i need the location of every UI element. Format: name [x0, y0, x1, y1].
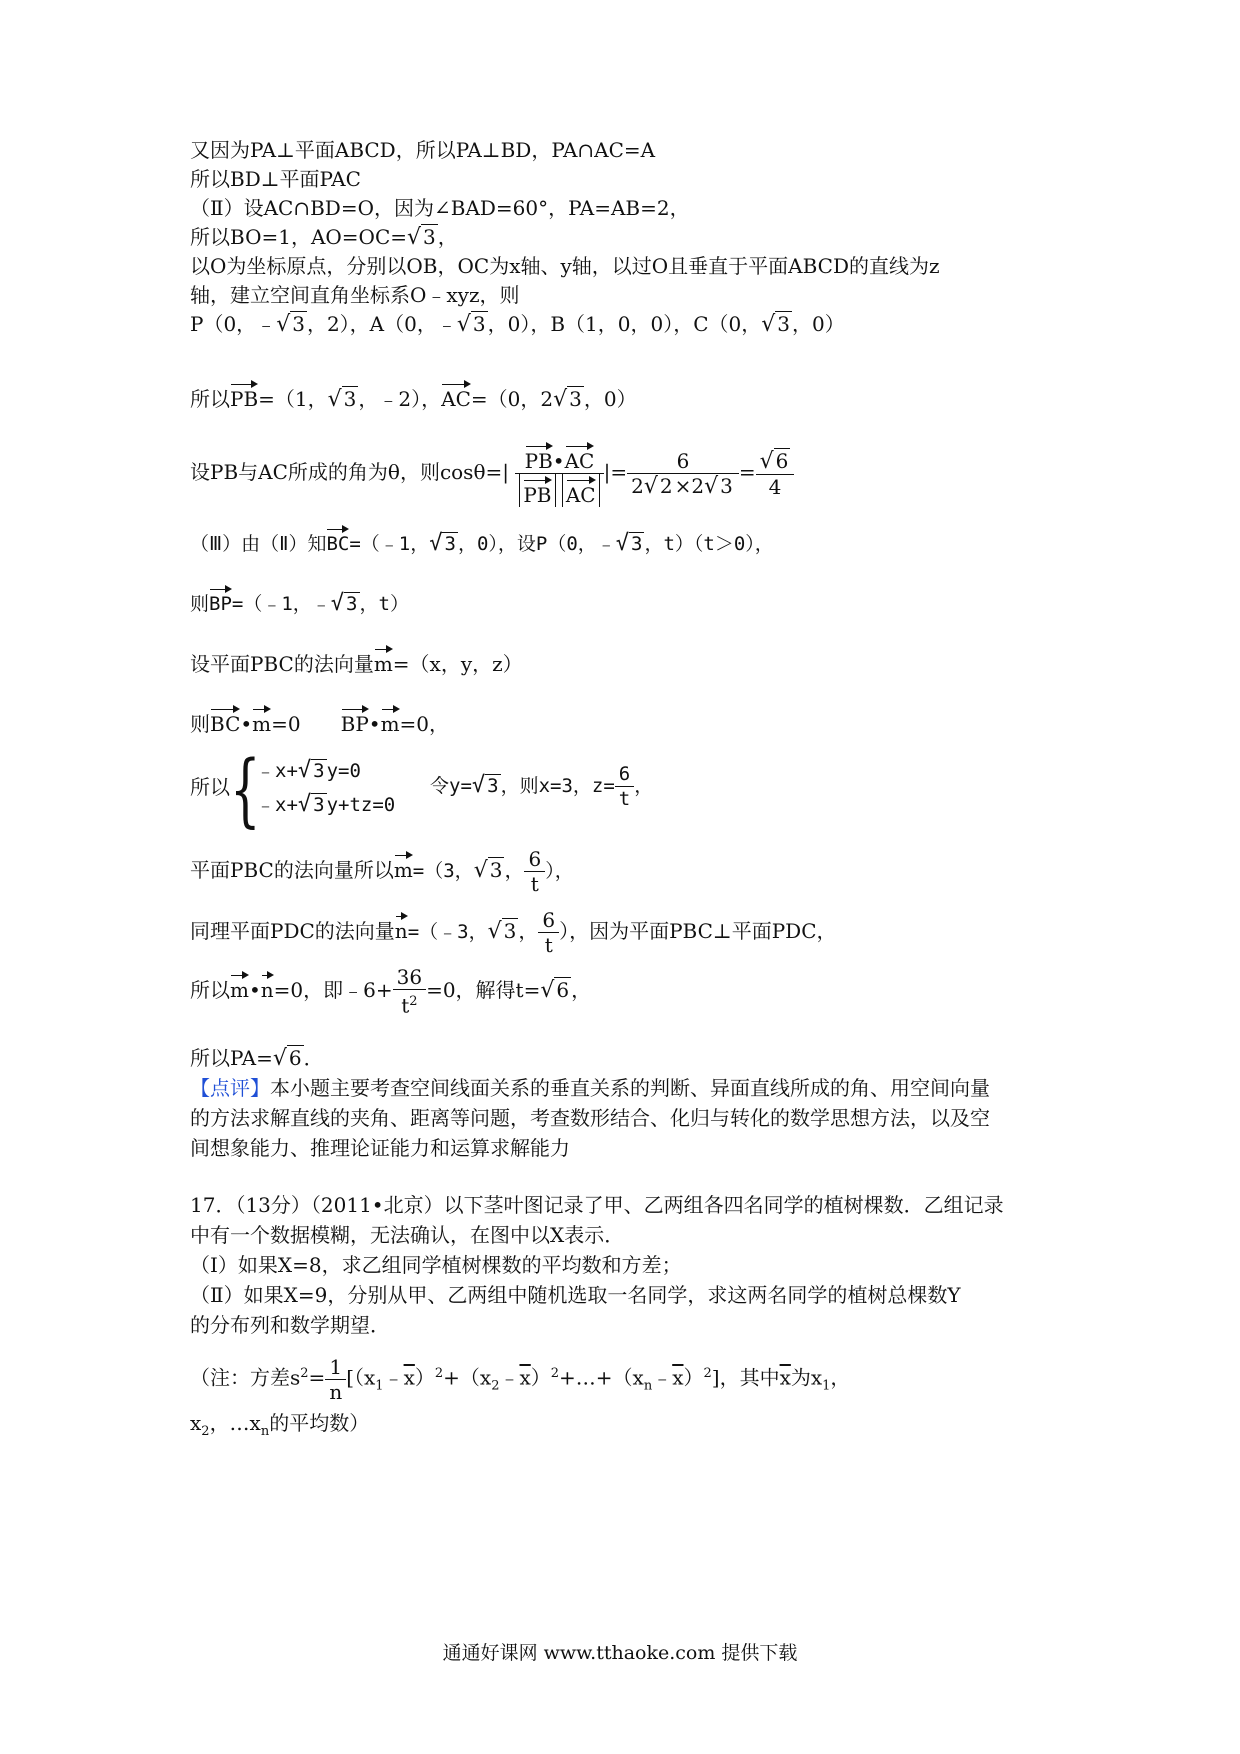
solution-line [190, 309, 845, 340]
text: ，0），B（1，0，0），C（0， [487, 312, 762, 336]
sqrt: √ 3 [407, 225, 436, 250]
vector-m: m [252, 703, 271, 735]
solution-line: 所以BD⊥平面PAC [190, 167, 361, 191]
vector-m: m [394, 849, 413, 881]
text: ，0），设P（0，﹣ [457, 533, 616, 555]
text: =（﹣1，﹣ [231, 593, 331, 615]
text: 所以BO=1，AO=OC= [190, 225, 408, 249]
text: =0， [399, 712, 450, 736]
page-footer: 通通好课网 www.tthaoke.com 提供下载 [442, 1642, 798, 1664]
text: 所以 [190, 775, 230, 799]
text: ， [518, 919, 539, 943]
solution-line [190, 962, 591, 1019]
solution-line [190, 440, 794, 507]
text: ，0） [792, 312, 845, 336]
text: 则 [190, 593, 210, 615]
solution-line [190, 583, 409, 619]
solution-line [190, 643, 523, 679]
text: （Ⅲ）由（Ⅱ）知 [190, 533, 327, 555]
solution-line: 又因为PA⊥平面ABCD，所以PA⊥BD，PA∩AC=A [190, 138, 656, 162]
solution-line [190, 842, 574, 899]
text: ）， [545, 860, 574, 882]
text: ，﹣2）， [358, 387, 442, 411]
text: ， [437, 225, 458, 249]
text: P（0，﹣ [190, 312, 277, 336]
vector-pb: PB [230, 378, 258, 410]
text: ， [504, 858, 525, 882]
text: = [738, 460, 756, 484]
fraction-result: $\frac{√ 6}{4}$ [756, 449, 795, 499]
left-brace-icon: { [230, 743, 261, 836]
solution-line [190, 703, 449, 739]
text: 所以 [190, 978, 230, 1002]
text: =（3， [412, 860, 474, 882]
text: 平面PBC的法向量所以 [190, 858, 394, 882]
problem-line: 17．（13分）（2011•北京）以下茎叶图记录了甲、乙两组各四名同学的植树棵数．乙组记录 [190, 1193, 1004, 1217]
vector-m: m [230, 969, 249, 1001]
text: • [240, 712, 253, 736]
vector-bc: BC [326, 523, 349, 555]
text: =0，即﹣6+ [273, 978, 393, 1002]
fraction: $\frac{6}{t}$ [524, 847, 545, 896]
text: =（1， [258, 387, 328, 411]
text: 同理平面PDC的法向量 [190, 919, 395, 943]
fraction: $\frac{36}{t^2}$ [393, 965, 426, 1018]
commentary-label: 【点评】 [190, 1076, 270, 1100]
sqrt: √ 3 [276, 312, 305, 337]
text: ，t）（t＞0）， [644, 533, 774, 555]
text: 所以 [190, 387, 230, 411]
problem-line: 中有一个数据模糊，无法确认，在图中以X表示． [190, 1223, 625, 1247]
text: 则 [190, 712, 210, 736]
sqrt: √ 3 [429, 531, 456, 556]
vector-m: m [381, 703, 400, 735]
text: ． [303, 1046, 324, 1070]
variance-formula: （注：方差$s^2=$ $\frac{1}{n}$ $[(x_1﹣\overline{x})^2+(x_2﹣\overline{x})^2+\dots+(x_n﹣\overline{x})^2]$，其中$\overline{x}$为$x_1$， [190, 1354, 851, 1404]
text: • [368, 712, 381, 736]
text: ， [571, 978, 592, 1002]
sqrt: √ 3 [473, 858, 503, 883]
solution-line: 轴，建立空间直角坐标系O﹣xyz，则 [190, 283, 520, 307]
solution-line [190, 772, 230, 802]
solution-line [190, 378, 637, 415]
text: =（﹣3， [407, 921, 488, 943]
sqrt: √ 6 [540, 978, 570, 1003]
text: 设平面PBC的法向量 [190, 652, 374, 676]
equation-row: ﹣x+√ 3 y+tz=0 [256, 792, 396, 817]
vector-ac: AC [441, 378, 471, 410]
commentary-line [190, 1073, 990, 1103]
sqrt: √ 3 [456, 312, 486, 337]
vector-bp: BP [209, 583, 232, 615]
text: ），因为平面PBC⊥平面PDC， [559, 919, 837, 943]
commentary-line: 的方法求解直线的夹角、距离等问题，考查数形结合、化归与转化的数学思想方法，以及空 [190, 1106, 990, 1130]
vector-bp: BP [341, 703, 369, 735]
solution-line: 以O为坐标原点，分别以OB，OC为x轴、y轴，以过O且垂直于平面ABCD的直线为z [190, 254, 940, 278]
vector-bc: BC [210, 703, 240, 735]
commentary-line: 间想象能力、推理论证能力和运算求解能力 [190, 1136, 570, 1160]
sqrt: √ 3 [615, 531, 643, 556]
sqrt: √ 3 [327, 387, 357, 412]
text: ，0） [583, 387, 637, 411]
vector-n: n [395, 910, 408, 942]
solution-line [190, 1043, 324, 1074]
text: 设PB与AC所成的角为θ，则cosθ=| [190, 460, 509, 484]
text: 所以PA= [190, 1046, 273, 1070]
problem-line: $x_2$，$\dots x_n$的平均数） [190, 1411, 370, 1439]
fraction-value: $\frac{6}{2√ 2 \times 2√ 3}$ [627, 449, 739, 499]
equation-row: ﹣x+√ 3 y=0 [256, 758, 361, 783]
problem-line: （Ⅱ）如果X=9，分别从甲、乙两组中随机选取一名同学，求这两名同学的植树总棵数Y [190, 1283, 961, 1307]
text: ，t） [359, 593, 409, 615]
sqrt: √ 3 [553, 387, 582, 412]
solution-line [190, 523, 774, 559]
text: |= [603, 460, 628, 484]
solution-line [190, 222, 458, 253]
problem-line: （Ⅰ）如果X=8，求乙组同学植树棵数的平均数和方差； [190, 1253, 682, 1277]
problem-line: 的分布列和数学期望． [190, 1313, 390, 1337]
sqrt: √ 3 [330, 591, 358, 616]
text: =0，解得t= [426, 978, 541, 1002]
sqrt: √ 3 [761, 312, 791, 337]
text: =0 [271, 712, 301, 736]
text: 本小题主要考查空间线面关系的垂直关系的判断、异面直线所成的角、用空间向量 [270, 1076, 990, 1100]
sqrt: √ 3 [487, 919, 517, 944]
text: ，2），A（0，﹣ [306, 312, 457, 336]
vector-m: m [374, 643, 393, 675]
fraction-cos: $\frac{PB•AC}{\text{PB AC}}$ [515, 440, 603, 507]
text: =（﹣1， [349, 533, 430, 555]
text: =（x，y，z） [392, 652, 523, 676]
sqrt: √ 6 [272, 1046, 302, 1071]
text: =（0，2 [470, 387, 554, 411]
text: • [248, 978, 261, 1002]
solution-line [190, 903, 837, 960]
solution-line: （Ⅱ）设AC∩BD=O，因为∠BAD=60°，PA=AB=2， [190, 196, 690, 220]
fraction: $\frac{6}{t}$ [538, 908, 559, 957]
equation-row: 令y=√ 3 ，则x=3，z= $\frac{6}{t}$ ， [430, 763, 654, 810]
vector-n: n [261, 969, 274, 1001]
